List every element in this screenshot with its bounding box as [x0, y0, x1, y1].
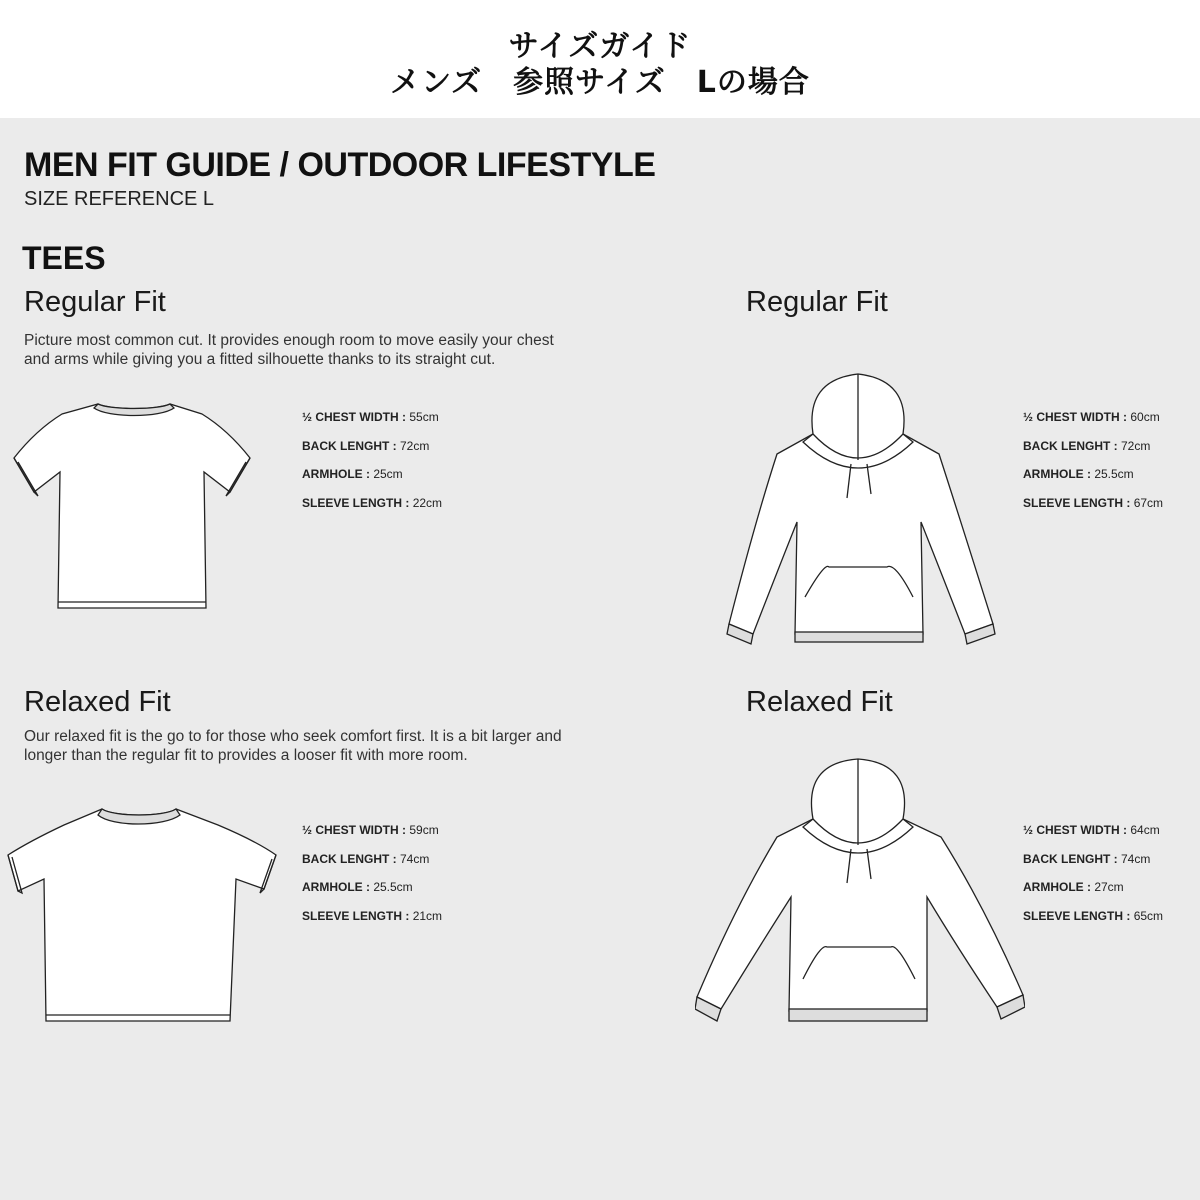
spec-chest-width: ½ CHEST WIDTH : 59cm [302, 823, 439, 837]
guide-title: MEN FIT GUIDE / OUTDOOR LIFESTYLE [24, 146, 656, 184]
spec-back-length: BACK LENGHT : 72cm [1023, 438, 1151, 453]
spec-chest-width: ½ CHEST WIDTH : 60cm [1023, 410, 1160, 424]
jp-subtitle-mens-size-l: メンズ 参照サイズ Lの場合 [390, 65, 810, 100]
spec-armhole: ARMHOLE : 25.5cm [1023, 467, 1134, 482]
jp-title-size-guide: サイズガイド [508, 29, 692, 64]
section-heading-tees: TEES [22, 240, 106, 276]
relaxed-tshirt-illustration [6, 805, 280, 1027]
spec-sleeve-length: SLEEVE LENGTH : 67cm [1023, 496, 1164, 511]
spec-chest-width: ½ CHEST WIDTH : 64cm [1023, 823, 1160, 837]
relaxed-hoodie-specs [1023, 823, 1163, 938]
spec-back-length: BACK LENGHT : 72cm [302, 438, 430, 453]
spec-armhole: ARMHOLE : 25cm [302, 467, 403, 482]
spec-chest-width: ½ CHEST WIDTH : 55cm [302, 410, 439, 424]
regular-tee-specs [302, 410, 442, 525]
relaxed-fit-hoodie-heading: Relaxed Fit [746, 686, 893, 718]
guide-subtitle: SIZE REFERENCE L [24, 188, 215, 210]
regular-fit-hoodie-heading: Regular Fit [746, 286, 888, 318]
regular-fit-tee-heading: Regular Fit [24, 286, 166, 318]
spec-armhole: ARMHOLE : 25.5cm [302, 880, 413, 895]
spec-sleeve-length: SLEEVE LENGTH : 22cm [302, 496, 443, 511]
relaxed-fit-tee-heading: Relaxed Fit [24, 686, 171, 718]
relaxed-fit-description: Our relaxed fit is the go to for those who seek comfort first. It is a bit larger and longer than the regular fit to provides a looser fit with more room. [24, 728, 562, 764]
spec-armhole: ARMHOLE : 27cm [1023, 880, 1124, 895]
relaxed-tee-specs [302, 823, 442, 938]
spec-sleeve-length: SLEEVE LENGTH : 65cm [1023, 909, 1164, 924]
relaxed-hoodie-illustration [695, 757, 1025, 1025]
regular-hoodie-illustration [725, 372, 997, 647]
regular-fit-description: Picture most common cut. It provides enough room to move easily your chest and arms while giving you a fitted silhouette thanks to its straight cut. [24, 332, 554, 368]
spec-back-length: BACK LENGHT : 74cm [1023, 851, 1151, 866]
spec-sleeve-length: SLEEVE LENGTH : 21cm [302, 909, 443, 924]
regular-tshirt-illustration [10, 400, 260, 615]
regular-hoodie-specs [1023, 410, 1163, 525]
spec-back-length: BACK LENGHT : 74cm [302, 851, 430, 866]
